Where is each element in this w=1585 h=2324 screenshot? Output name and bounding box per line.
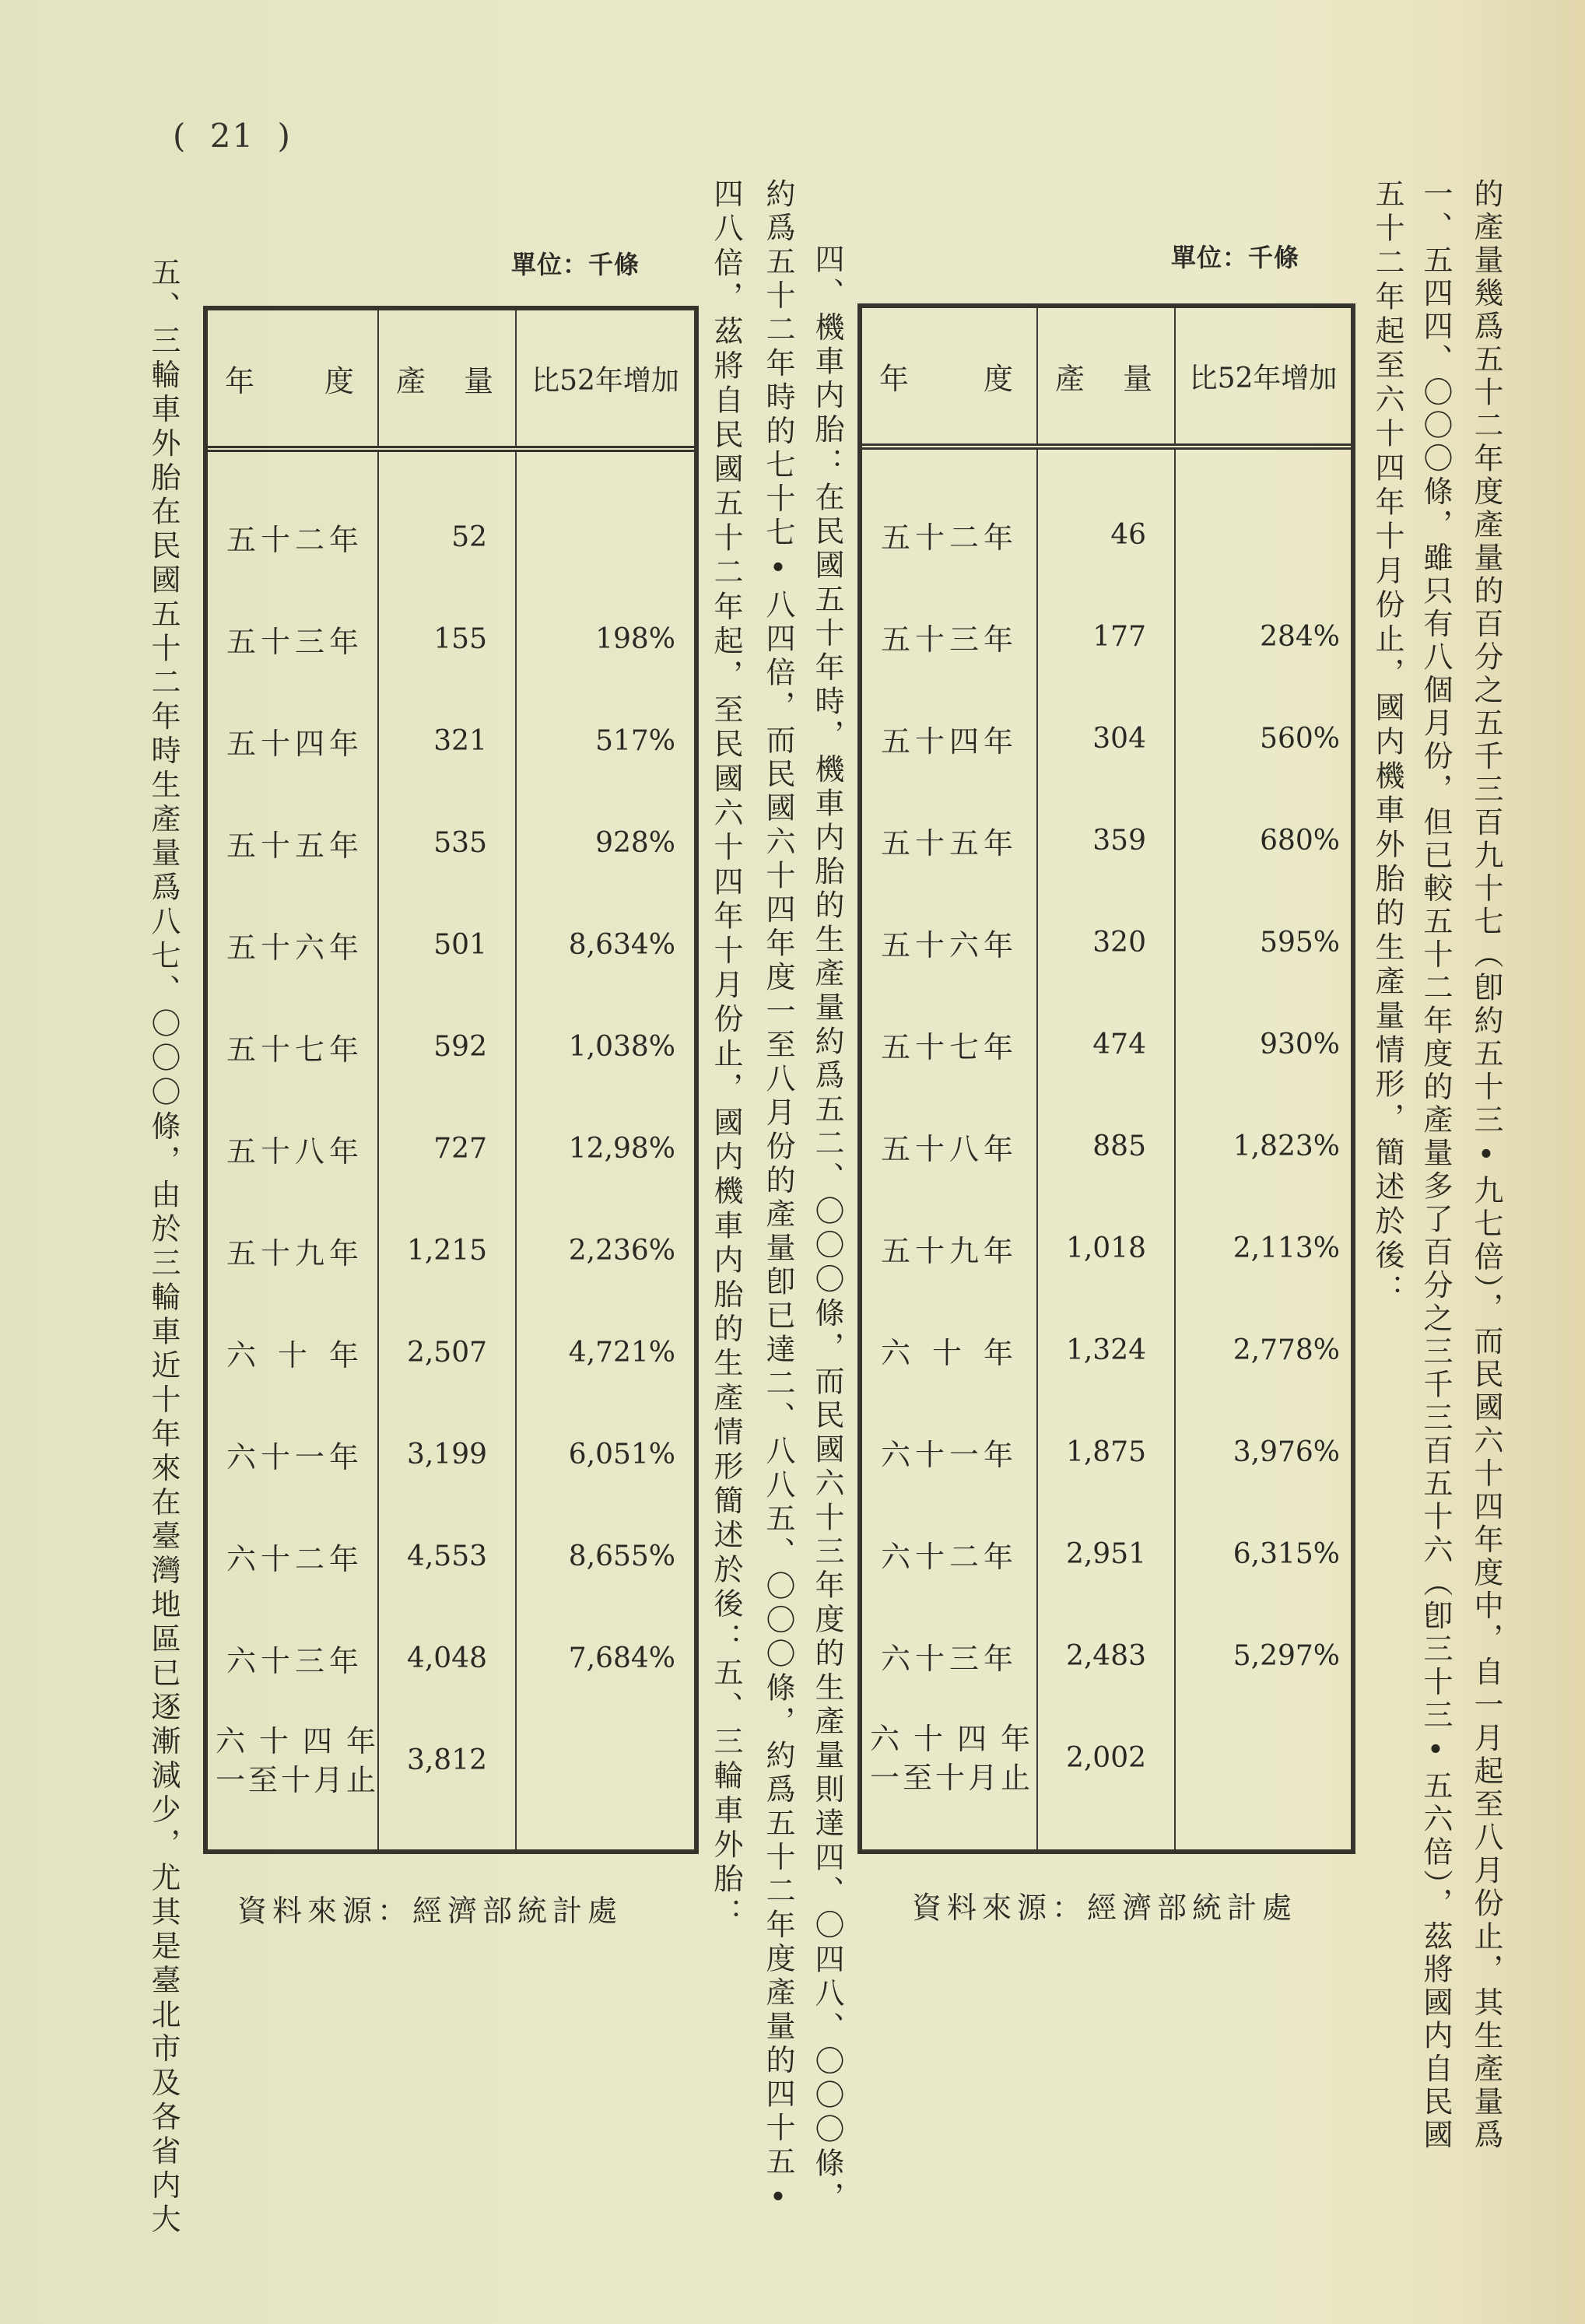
increase-value: 5,297%: [1233, 1640, 1340, 1672]
increase-value: 2,236%: [568, 1235, 675, 1267]
column-divider: [515, 452, 517, 1849]
section-4-text-column: 四、機車内胎：在民國五十年時，機車内胎的生產量約爲五二、〇〇〇條，而民國六十三年度的生產量則達四、〇四八、〇〇〇條，: [810, 244, 844, 2216]
output-value: 474: [1092, 1029, 1146, 1060]
year-label: 五十八年: [881, 1132, 1013, 1166]
year-label: 五十三年: [226, 625, 359, 659]
increase-value: 3,976%: [1233, 1436, 1340, 1468]
left-table-unit-label: 單位：千條: [511, 251, 640, 279]
table-row: [862, 1605, 1351, 1707]
table-row: [208, 486, 694, 588]
header-output: 產量: [1038, 308, 1176, 443]
increase-value: 198%: [595, 623, 675, 655]
output-value: 2,483: [1065, 1640, 1146, 1672]
page-number: ( 21 ): [173, 117, 292, 155]
body-text-column: 五十二年起至六十四年十月份止，國内機車外胎的生產量情形，簡述於後：: [1370, 178, 1404, 1308]
increase-value: 517%: [595, 725, 675, 757]
table-row: [208, 690, 694, 792]
right-table-source: 資料來源：經濟部統計處: [912, 1891, 1298, 1925]
year-label: 六十三年: [881, 1642, 1013, 1676]
section-5-text-column: 五、三輪車外胎在民國五十二年時生產量爲八七、〇〇〇條，由於三輪車近十年來在臺灣地區已逐漸減少，尤其是臺北市及各省内大: [146, 257, 181, 2238]
table-row: [208, 1709, 694, 1811]
table-row: [862, 586, 1351, 688]
increase-value: 930%: [1260, 1029, 1340, 1060]
increase-value: 928%: [595, 827, 675, 859]
right-production-table: [857, 303, 1355, 1854]
output-value: 727: [433, 1133, 487, 1165]
increase-value: 284%: [1260, 621, 1340, 653]
output-value: 4,553: [406, 1541, 487, 1572]
increase-value: 8,655%: [568, 1541, 675, 1572]
output-value: 501: [433, 929, 487, 961]
year-note-label: 一至十月止: [870, 1760, 1030, 1795]
table-row: [208, 1506, 694, 1607]
year-label: 六十二年: [226, 1542, 359, 1576]
table-body: [862, 450, 1351, 1849]
table-row: [862, 484, 1351, 586]
table-row: [862, 790, 1351, 892]
body-text-column: 一、五四四、〇〇〇條，雖只有八個月份，但已較五十二年度的產量多了百分之三千三百五十六（卽三十三•五六倍），茲將國内自民國: [1418, 178, 1453, 2152]
year-label: 五十九年: [881, 1234, 1013, 1268]
table-row: [208, 792, 694, 894]
table-row: [862, 892, 1351, 994]
column-divider: [1036, 450, 1038, 1849]
output-value: 3,812: [406, 1744, 487, 1776]
left-production-table: [203, 306, 699, 1854]
column-divider: [377, 452, 379, 1849]
increase-value: 6,051%: [568, 1439, 675, 1470]
output-value: 1,324: [1065, 1334, 1146, 1366]
header-increase: 比52年增加: [531, 364, 679, 397]
year-label: 五十二年: [226, 523, 359, 557]
table-row: [208, 588, 694, 690]
table-row: [208, 996, 694, 1098]
table-header: [862, 308, 1351, 450]
year-label: 六十二年: [881, 1540, 1013, 1574]
table-row: [862, 1401, 1351, 1503]
increase-value: 560%: [1260, 723, 1340, 755]
output-value: 3,199: [406, 1439, 487, 1470]
table-row: [208, 1607, 694, 1709]
year-label: 六十四年: [216, 1723, 376, 1758]
table-row: [862, 1707, 1351, 1809]
year-label: 六十一年: [881, 1438, 1013, 1472]
year-label: 五十五年: [881, 826, 1013, 861]
year-label: 五十五年: [226, 829, 359, 863]
right-table-unit-label: 單位：千條: [1171, 244, 1300, 272]
increase-value: 680%: [1260, 825, 1340, 857]
table-row: [208, 894, 694, 996]
header-increase: 比52年增加: [1189, 362, 1338, 394]
year-label: 五十二年: [881, 521, 1013, 555]
table-row: [862, 1503, 1351, 1605]
year-label: 五十七年: [881, 1030, 1013, 1064]
output-value: 885: [1092, 1130, 1146, 1162]
output-value: 1,875: [1065, 1436, 1146, 1468]
output-value: 155: [433, 623, 487, 655]
year-label: 五十八年: [226, 1134, 359, 1169]
increase-value: 12,98%: [568, 1133, 675, 1165]
table-row: [862, 1299, 1351, 1401]
increase-value: 6,315%: [1233, 1538, 1340, 1570]
increase-value: 595%: [1260, 927, 1340, 959]
year-label: 五十三年: [881, 622, 1013, 657]
year-label: 六十三年: [226, 1644, 359, 1678]
output-value: 2,507: [406, 1337, 487, 1369]
output-value: 1,018: [1065, 1232, 1146, 1264]
output-value: 4,048: [406, 1642, 487, 1674]
table-row: [208, 1302, 694, 1404]
year-label: 五十九年: [226, 1236, 359, 1271]
increase-value: 2,778%: [1233, 1334, 1340, 1366]
year-label: 五十六年: [881, 928, 1013, 962]
output-value: 46: [1110, 519, 1146, 551]
year-label: 六十年: [226, 1338, 359, 1372]
header-output: 產量: [379, 310, 517, 446]
year-label: 六十年: [881, 1336, 1013, 1370]
output-value: 321: [433, 725, 487, 757]
increase-value: 4,721%: [568, 1337, 675, 1369]
output-value: 304: [1092, 723, 1146, 755]
table-header: [208, 310, 694, 452]
left-table-source: 資料來源：經濟部統計處: [237, 1894, 623, 1928]
table-row: [208, 1404, 694, 1506]
year-label: 五十六年: [226, 931, 359, 965]
table-row: [208, 1200, 694, 1302]
table-row: [862, 1095, 1351, 1197]
section-4-text-column: 約爲五十二年時的七十七•八四倍，而民國六十四年度一至八月份的產量卽已達二、八八五、〇〇〇條，約爲五十二年度產量的四十五•: [761, 178, 795, 2218]
output-value: 1,215: [406, 1235, 487, 1267]
output-value: 2,002: [1065, 1742, 1146, 1774]
output-value: 320: [1092, 927, 1146, 959]
table-row: [862, 688, 1351, 790]
increase-value: 1,038%: [568, 1031, 675, 1063]
output-value: 592: [433, 1031, 487, 1063]
output-value: 359: [1092, 825, 1146, 857]
output-value: 177: [1092, 621, 1146, 653]
year-label: 五十四年: [226, 727, 359, 761]
output-value: 52: [451, 521, 487, 553]
year-label: 六十一年: [226, 1440, 359, 1474]
table-row: [208, 1098, 694, 1200]
increase-value: 1,823%: [1233, 1130, 1340, 1162]
table-row: [862, 1197, 1351, 1299]
table-row: [862, 994, 1351, 1095]
year-label: 五十四年: [881, 724, 1013, 759]
column-divider: [1174, 450, 1176, 1849]
year-note-label: 一至十月止: [216, 1762, 376, 1797]
body-text-column: 的產量幾爲五十二年度產量的百分之五千三百九十七（卽約五十三•九七倍），而民國六十四年度中，自一月起至八月份止，其生產量爲: [1469, 178, 1503, 2152]
header-year: 年度: [862, 308, 1038, 443]
section-4-text-column: 四八倍，茲將自民國五十二年起，至民國六十四年十月份止，國内機車内胎的生產情形簡述於後：五、三輪車外胎：: [709, 178, 743, 1933]
increase-value: 8,634%: [568, 929, 675, 961]
year-label: 五十七年: [226, 1032, 359, 1067]
output-value: 2,951: [1065, 1538, 1146, 1570]
year-label: 六十四年: [870, 1721, 1030, 1756]
header-year: 年度: [208, 310, 379, 446]
increase-value: 7,684%: [568, 1642, 675, 1674]
table-body: [208, 452, 694, 1849]
output-value: 535: [433, 827, 487, 859]
increase-value: 2,113%: [1233, 1232, 1340, 1264]
